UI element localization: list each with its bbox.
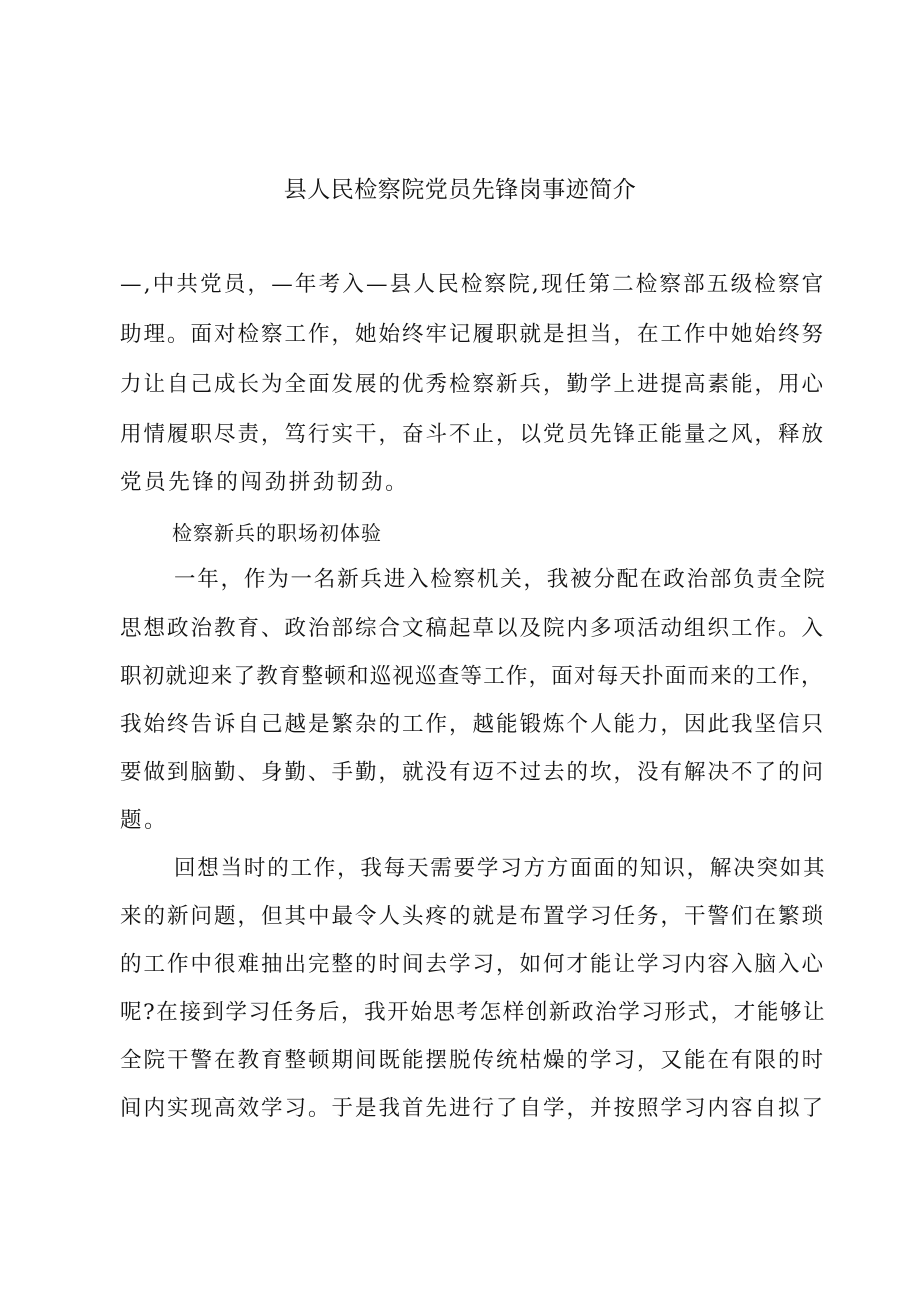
section-subheading: 检察新兵的职场初体验 xyxy=(172,521,382,545)
paragraph-2-line-3: 职初就迎来了教育整顿和巡视巡查等工作，面对每天扑面而来的工作， xyxy=(120,664,824,689)
paragraph-1-line-2: 助理。面对检察工作，她始终牢记履职就是担当，在工作中她始终努 xyxy=(120,322,826,347)
paragraph-3-line-6: 间内实现高效学习。于是我首先进行了自学，并按照学习内容自拟了 xyxy=(120,1096,826,1121)
document-title: 县人民检察院党员先锋岗事迹简介 xyxy=(283,177,637,203)
paragraph-3-line-2: 来的新问题，但其中最令人头疼的就是布置学习任务，干警们在繁琐 xyxy=(120,904,826,929)
paragraph-2-line-2: 思想政治教育、政治部综合文稿起草以及院内多项活动组织工作。入 xyxy=(120,616,826,641)
paragraph-2-line-6: 题。 xyxy=(120,808,169,833)
paragraph-3-line-4: 呢?在接到学习任务后，我开始思考怎样创新政治学习形式，才能够让 xyxy=(120,1000,827,1025)
paragraph-2-line-5: 要做到脑勤、身勤、手勤，就没有迈不过去的坎，没有解决不了的问 xyxy=(120,760,826,785)
paragraph-2-line-4: 我始终告诉自己越是繁杂的工作，越能锻炼个人能力，因此我坚信只 xyxy=(120,712,826,737)
paragraph-1-line-5: 党员先锋的闯劲拼劲韧劲。 xyxy=(120,470,410,495)
paragraph-1-line-3: 力让自己成长为全面发展的优秀检察新兵，勤学上进提高素能，用心 xyxy=(120,372,826,397)
paragraph-1-line-1: —,中共党员，—年考入—县人民检察院,现任第二检察部五级检察官 xyxy=(120,272,826,297)
paragraph-2-line-1: 一年，作为一名新兵进入检察机关，我被分配在政治部负责全院 xyxy=(174,567,827,592)
paragraph-1-line-4: 用情履职尽责，笃行实干，奋斗不止，以党员先锋正能量之风，释放 xyxy=(120,422,826,447)
paragraph-3-line-5: 全院干警在教育整顿期间既能摆脱传统枯燥的学习，又能在有限的时 xyxy=(120,1048,826,1073)
paragraph-3-line-3: 的工作中很难抽出完整的时间去学习，如何才能让学习内容入脑入心 xyxy=(120,952,826,977)
paragraph-3-line-1: 回想当时的工作，我每天需要学习方方面面的知识，解决突如其 xyxy=(174,856,827,881)
